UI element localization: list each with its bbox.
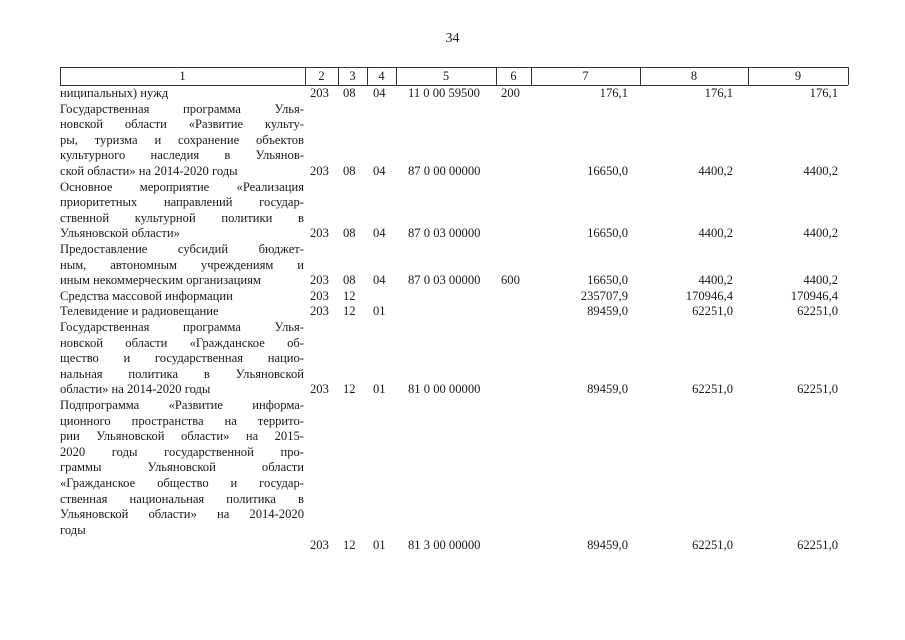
cell-col-2: 203 xyxy=(310,382,329,397)
column-separator xyxy=(305,67,306,85)
cell-col-4: 04 xyxy=(373,164,386,178)
description-line: «Гражданское общество и государ- xyxy=(60,475,304,490)
cell-col-3: 12 xyxy=(343,382,356,397)
column-separator xyxy=(396,67,397,85)
column-header-1: 1 xyxy=(179,69,186,83)
cell-col-2: 203 xyxy=(310,273,329,288)
cell-col-9: 62251,0 xyxy=(797,538,838,553)
description-line: ниципальных) нужд xyxy=(60,86,169,100)
description-line: 2020 годы государственной про- xyxy=(60,444,304,459)
cell-col-5: 87 0 03 00000 xyxy=(408,273,481,288)
cell-col-6: 200 xyxy=(501,86,520,100)
description-line: Предоставление субсидий бюджет- xyxy=(60,242,304,256)
cell-col-4: 04 xyxy=(373,226,386,241)
row-description xyxy=(60,102,304,180)
cell-col-3: 08 xyxy=(343,226,356,241)
row-description xyxy=(60,304,304,320)
description-line: нальная политика в Ульяновской xyxy=(60,366,304,381)
cell-col-4: 01 xyxy=(373,304,386,319)
description-line: Ульяновской области» xyxy=(60,226,180,241)
cell-col-7: 176,1 xyxy=(599,86,628,100)
cell-col-3: 08 xyxy=(343,86,356,100)
cell-col-9: 4400,2 xyxy=(803,164,838,178)
description-line: ным, автономным учреждениям и xyxy=(60,257,304,272)
column-separator xyxy=(496,67,497,85)
cell-col-3: 12 xyxy=(343,538,356,553)
cell-col-8: 4400,2 xyxy=(698,226,733,241)
column-header-2: 2 xyxy=(318,69,325,83)
column-separator xyxy=(60,67,61,85)
cell-col-4: 01 xyxy=(373,538,386,553)
cell-col-6: 600 xyxy=(501,273,520,288)
cell-col-9: 176,1 xyxy=(809,86,838,100)
description-line: щество и государственная нацио- xyxy=(60,351,304,366)
column-separator xyxy=(848,67,849,85)
description-line: ры, туризма и сохранение объектов xyxy=(60,132,304,147)
description-line: Основное мероприятие «Реализация xyxy=(60,179,304,194)
cell-col-2: 203 xyxy=(310,86,329,100)
column-separator xyxy=(531,67,532,85)
description-line: ской области» на 2014-2020 годы xyxy=(60,163,238,178)
row-description xyxy=(60,180,304,242)
cell-col-8: 4400,2 xyxy=(698,273,733,288)
description-line: культурного наследия в Ульянов- xyxy=(60,148,304,163)
description-line: рии Ульяновской области» на 2015- xyxy=(60,429,304,444)
cell-col-4: 04 xyxy=(373,273,386,288)
cell-col-9: 4400,2 xyxy=(803,273,838,288)
cell-col-2: 203 xyxy=(310,538,329,553)
description-line: иным некоммерческим организациям xyxy=(60,273,261,288)
description-line: Подпрограмма «Развитие информа- xyxy=(60,398,304,412)
column-header-8: 8 xyxy=(690,69,698,83)
cell-col-2: 203 xyxy=(310,304,329,319)
cell-col-7: 89459,0 xyxy=(587,382,628,397)
cell-col-8: 62251,0 xyxy=(692,538,733,553)
column-header-6: 6 xyxy=(510,69,517,83)
description-line: граммы Ульяновской области xyxy=(60,460,304,475)
cell-col-8: 4400,2 xyxy=(698,164,733,178)
description-line: новской области «Гражданское об- xyxy=(60,335,304,350)
description-line: Телевидение и радиовещание xyxy=(60,304,219,319)
cell-col-7: 89459,0 xyxy=(587,538,628,553)
column-header-3: 3 xyxy=(349,69,356,83)
cell-col-4: 01 xyxy=(373,382,386,397)
page-number: 34 xyxy=(445,31,460,46)
cell-col-8: 62251,0 xyxy=(692,382,733,397)
cell-col-5: 81 3 00 00000 xyxy=(408,538,481,553)
column-header-9: 9 xyxy=(794,69,802,83)
cell-col-7: 16650,0 xyxy=(587,226,628,241)
cell-col-9: 170946,4 xyxy=(790,288,838,303)
cell-col-2: 203 xyxy=(310,164,329,178)
cell-col-9: 62251,0 xyxy=(797,304,838,319)
cell-col-5: 11 0 00 59500 xyxy=(408,86,480,100)
row-description xyxy=(60,398,304,538)
description-line: годы xyxy=(60,522,86,537)
column-separator xyxy=(338,67,339,85)
column-header-5: 5 xyxy=(442,69,450,83)
description-line: Государственная программа Улья- xyxy=(60,320,304,334)
row-description xyxy=(60,320,304,398)
column-separator xyxy=(748,67,749,85)
cell-col-5: 87 0 03 00000 xyxy=(408,226,481,241)
cell-col-3: 08 xyxy=(343,164,356,178)
cell-col-2: 203 xyxy=(310,226,329,241)
description-line: приоритетных направлений государ- xyxy=(60,195,304,210)
cell-col-7: 89459,0 xyxy=(587,304,628,319)
column-separator xyxy=(367,67,368,85)
row-description xyxy=(60,86,304,102)
description-line: новской области «Развитие культу- xyxy=(60,117,304,132)
cell-col-7: 235707,9 xyxy=(580,288,628,303)
row-description xyxy=(60,242,304,289)
cell-col-7: 16650,0 xyxy=(587,164,628,178)
description-line: ственная национальная политика в xyxy=(60,491,304,506)
column-header-7: 7 xyxy=(582,69,589,83)
column-header-4: 4 xyxy=(378,69,385,83)
cell-col-9: 4400,2 xyxy=(803,226,838,241)
cell-col-9: 62251,0 xyxy=(797,382,838,397)
cell-col-2: 203 xyxy=(310,288,329,303)
cell-col-8: 62251,0 xyxy=(692,304,733,319)
column-separator xyxy=(640,67,641,85)
cell-col-5: 81 0 00 00000 xyxy=(408,382,481,397)
cell-col-5: 87 0 00 00000 xyxy=(408,164,481,178)
description-line: ционного пространства на террито- xyxy=(60,413,304,428)
cell-col-8: 176,1 xyxy=(704,86,733,100)
description-line: области» на 2014-2020 годы xyxy=(60,382,211,397)
row-description xyxy=(60,289,304,305)
cell-col-3: 12 xyxy=(343,288,356,303)
description-line: ственной культурной политики в xyxy=(60,210,304,225)
description-line: Государственная программа Улья- xyxy=(60,101,304,116)
cell-col-7: 16650,0 xyxy=(587,273,628,288)
cell-col-3: 12 xyxy=(343,304,356,319)
cell-col-4: 04 xyxy=(373,86,386,100)
cell-col-3: 08 xyxy=(343,273,356,288)
description-line: Средства массовой информации xyxy=(60,288,233,303)
cell-col-8: 170946,4 xyxy=(685,288,733,303)
description-line: Ульяновской области» на 2014-2020 xyxy=(60,507,304,522)
